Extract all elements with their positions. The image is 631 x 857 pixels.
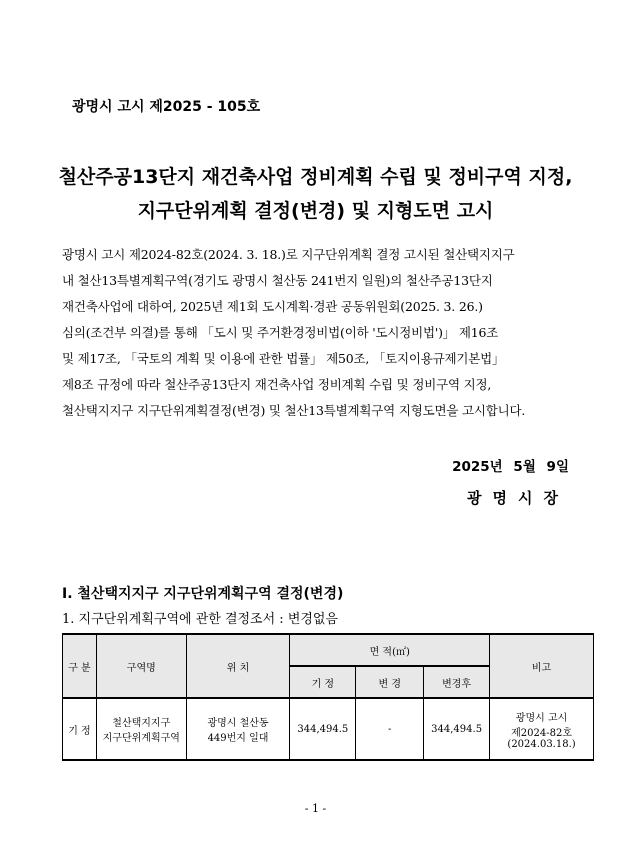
header-existing: 기 정	[290, 666, 356, 698]
table-row	[63, 698, 594, 760]
remarks-line: (2024.03.18.)	[507, 738, 576, 750]
decision-table	[62, 633, 594, 761]
cell-remarks	[490, 698, 594, 760]
notice-number: 광명시 고시 제2025 - 105호	[72, 99, 261, 115]
location-line: 광명시 철산동	[207, 718, 269, 729]
remarks-line: 제2024-82호	[511, 727, 572, 739]
cell-after-change: 344,494.5	[424, 698, 490, 760]
document-title-line-1: 철산주공13단지 재건축사업 정비계획 수립 및 정비구역 지정,	[58, 166, 573, 188]
body-text-line: 광명시 고시 제2024-82호(2024. 3. 18.)로 지구단위계획 결정 고시된 철산택지지구	[62, 247, 515, 262]
remarks-line: 광명시 고시	[515, 712, 568, 724]
document-title-line-2: 지구단위계획 결정(변경) 및 지형도면 고시	[137, 200, 494, 222]
body-text-line: 재건축사업에 대하여, 2025년 제1회 도시계획·경관 공동위원회(2025. 3. 26.)	[62, 299, 483, 314]
area-name-line: 철산택지지구	[112, 718, 171, 729]
page-number: - 1 -	[304, 802, 327, 815]
body-text-line: 및 제17조, 「국토의 계획 및 이용에 관한 법률」 제50조, 「토지이용규제기본법」	[62, 351, 505, 366]
header-location: 위 치	[186, 634, 290, 698]
body-text-line: 심의(조건부 의결)를 통해 「도시 및 주거환경정비법(이하 '도시정비법')」 제16조	[62, 325, 499, 340]
cell-change: -	[356, 698, 424, 760]
cell-existing: 344,494.5	[290, 698, 356, 760]
notice-date: 2025년 5월 9일	[452, 459, 569, 475]
area-name-line: 지구단위계획구역	[102, 733, 180, 744]
cell-division: 기 정	[63, 698, 97, 760]
subsection-title: 1. 지구단위계획구역에 관한 결정조서 : 변경없음	[62, 612, 339, 627]
header-remarks: 비고	[490, 634, 594, 698]
header-change: 변 경	[356, 666, 424, 698]
header-after-change: 변경후	[424, 666, 490, 698]
header-area-name: 구역명	[96, 634, 186, 698]
body-text-line: 제8조 규정에 따라 철산주공13단지 재건축사업 정비계획 수립 및 정비구역 지정,	[62, 377, 492, 392]
issuer-name: 광명시장	[467, 489, 569, 507]
cell-area-name	[96, 698, 186, 760]
header-area-group: 면 적(㎡)	[290, 634, 490, 666]
body-text-line: 내 철산13특별계획구역(경기도 광명시 철산동 241번지 일원)의 철산주공13단지	[62, 273, 493, 288]
location-line: 449번지 일대	[207, 733, 269, 744]
body-text-line: 철산택지지구 지구단위계획결정(변경) 및 철산13특별계획구역 지형도면을 고시합니다.	[62, 403, 526, 418]
section-title: Ⅰ. 철산택지지구 지구단위계획구역 결정(변경)	[62, 586, 344, 602]
cell-location	[186, 698, 290, 760]
header-division: 구 분	[63, 634, 97, 698]
